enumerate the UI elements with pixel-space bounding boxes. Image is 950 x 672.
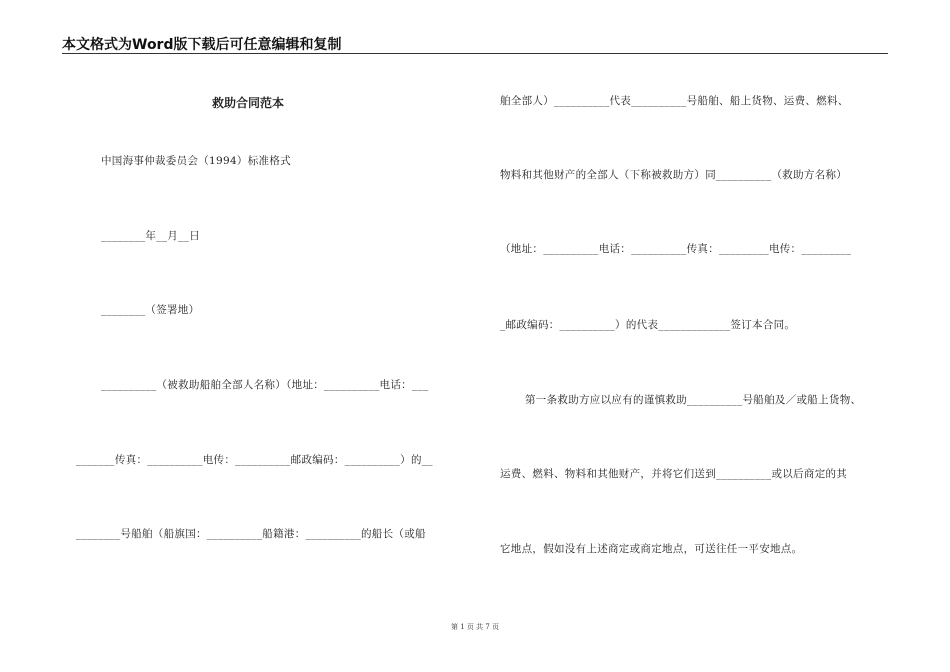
right-line-6: 运费、燃料、物料和其他财产，并将它们送到__________或以后商定的其 [500, 468, 848, 480]
right-line-7: 它地点，假如没有上述商定或商定地点，可送往任一平安地点。 [500, 543, 803, 555]
left-line-4: __________（被救助船舶全部人名称）（地址：__________电话：___ [101, 379, 429, 391]
right-line-5: 第一条救助方应以应有的谨慎救助__________号船舶及／或船上货物、 [525, 394, 862, 406]
right-line-3: （地址：__________电话：__________传真：_________电传：_________ [500, 243, 852, 255]
left-line-5: _______传真：__________电传：__________邮政编码：__________）的__ [76, 454, 433, 466]
left-line-3: ________（签署地） [101, 304, 200, 316]
page-number: 第 1 页 共 7 页 [450, 623, 500, 631]
left-line-6: ________号船舶（船旗国：__________船籍港：__________的船长（或船 [76, 528, 426, 540]
left-line-1: 中国海事仲裁委员会（1994）标准格式 [101, 155, 291, 167]
right-line-1: 舶全部人）__________代表__________号船舶、船上货物、运费、燃料、 [500, 95, 849, 107]
download-notice-header: 本文格式为Word版下载后可任意编辑和复制 [62, 37, 342, 53]
document-title: 救助合同范本 [212, 96, 285, 110]
left-line-2: ________年__月__日 [101, 230, 200, 242]
right-line-4: _邮政编码：__________）的代表_____________签订本合同。 [500, 319, 796, 331]
header-divider [62, 53, 888, 54]
right-line-2: 物料和其他财产的全部人（下称被救助方）同__________（救助方名称） [500, 169, 848, 181]
